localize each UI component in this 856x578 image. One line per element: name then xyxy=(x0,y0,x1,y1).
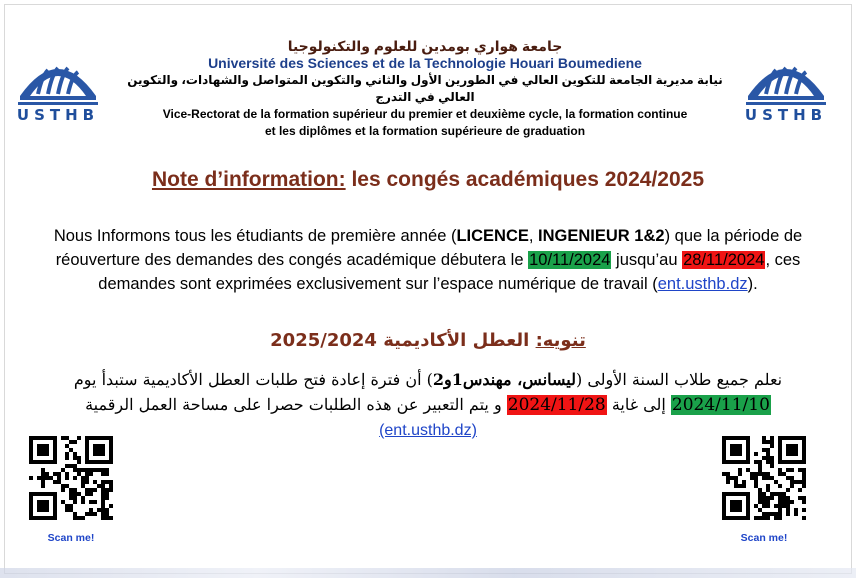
announcement-french xyxy=(40,224,816,296)
start-date-highlight: 10/11/2024 xyxy=(529,251,611,269)
announcement-arabic xyxy=(56,367,800,443)
scan-caption-left: Scan me! xyxy=(47,532,95,544)
note-title-arabic-label: تنويه: xyxy=(535,330,586,351)
text-segment: ). xyxy=(747,275,758,293)
text-segment: إلى غاية xyxy=(606,395,671,414)
text-segment: , xyxy=(528,227,539,245)
bold-programs: ليسانس، مهندس1و2 xyxy=(432,370,576,389)
text-segment: نعلم جميع طلاب السنة الأولى ( xyxy=(576,370,783,389)
document-header xyxy=(110,38,740,140)
header-university-french: Université des Sciences et de la Technologie Houari Boumediene xyxy=(208,55,642,71)
header-vicerectorate-french-2: et les diplômes et la formation supérieure de graduation xyxy=(264,124,586,138)
header-university-arabic: جامعة هواري بومدين للعلوم والتكنولوجيا xyxy=(287,38,563,54)
end-date-highlight: 28/11/2024 xyxy=(683,251,765,269)
note-title-arabic xyxy=(0,330,856,351)
text-segment: و يتم التعبير عن هذه الطلبات حصرا على مساحة العمل الرقمية xyxy=(85,395,507,414)
ent-link-arabic[interactable]: (ent.usthb.dz) xyxy=(379,422,477,439)
end-date-highlight-arabic: 2024/11/28 xyxy=(507,395,606,415)
university-emblem-icon xyxy=(14,48,102,104)
usthb-logo-right xyxy=(742,48,830,128)
bold-ingenieur: INGENIEUR 1&2 xyxy=(538,227,665,245)
header-vicerectorate-french-1: Vice-Rectorat de la formation supérieur du premier et deuxième cycle, la formation continue xyxy=(162,107,688,121)
note-title-text: les congés académiques 2024/2025 xyxy=(345,168,705,191)
bold-licence: LICENCE xyxy=(456,227,529,245)
start-date-highlight-arabic: 2024/11/10 xyxy=(671,395,770,415)
qr-code-right[interactable] xyxy=(722,436,806,520)
logo-text: USTHB xyxy=(16,106,100,124)
footer-band xyxy=(0,568,856,578)
text-segment: jusqu’au xyxy=(611,251,683,269)
text-segment: , ces demandes sont exprimées exclusivement sur l’espace numérique de travail ( xyxy=(98,251,801,293)
text-segment: ) أن فترة إعادة فتح طلبات العطل الأكاديمية ستبدأ يوم xyxy=(73,370,433,389)
university-emblem-icon xyxy=(742,48,830,104)
logo-text: USTHB xyxy=(744,106,828,124)
ent-link[interactable]: ent.usthb.dz xyxy=(657,275,748,293)
note-title-french xyxy=(0,168,856,192)
text-segment: Nous Informons tous les étudiants de première année ( xyxy=(53,227,457,245)
note-title-label: Note d’information: xyxy=(151,168,346,191)
qr-code-left[interactable] xyxy=(29,436,113,520)
header-vicerectorate-arabic: نيابة مديرية الجامعة للتكوين العالي في الطورين الأول والثاني والتكوين المتواصل والشهادات، والتكوين العالي في التدرج xyxy=(127,73,723,104)
usthb-logo-left xyxy=(14,48,102,128)
text-segment: ) que la période de réouverture des demandes des congés académique débutera le xyxy=(55,227,803,269)
scan-caption-right: Scan me! xyxy=(740,532,788,544)
note-title-arabic-text: العطل الأكاديمية 2025/2024 xyxy=(270,330,536,351)
